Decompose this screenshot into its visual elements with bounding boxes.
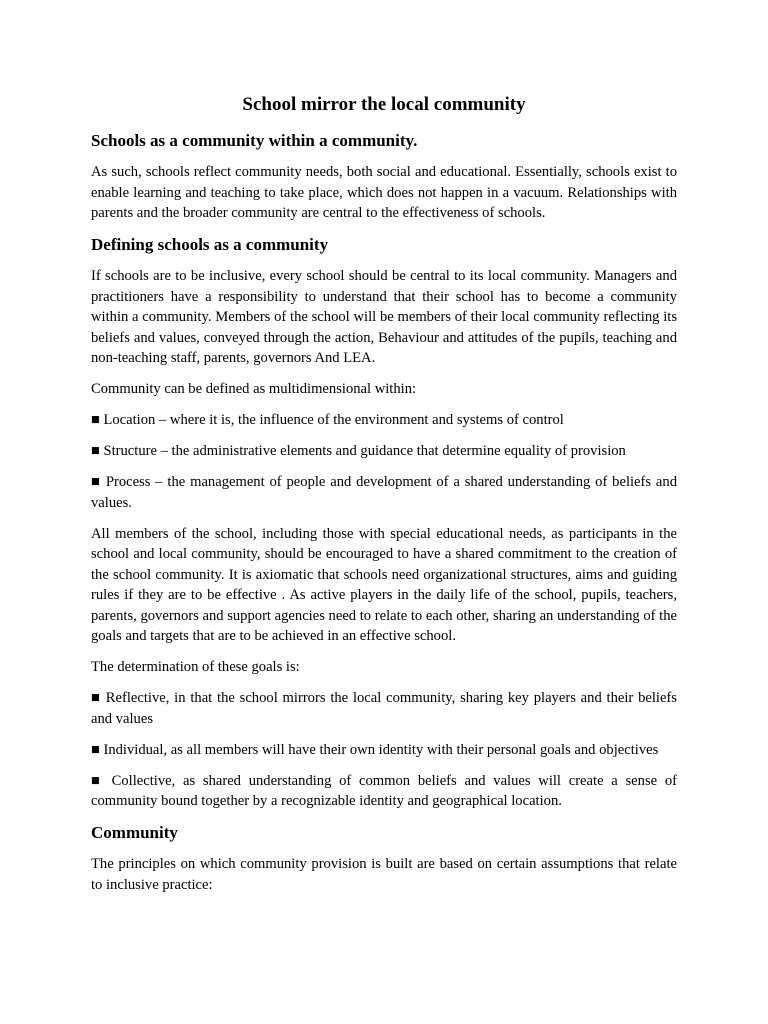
paragraph-goals-intro: The determination of these goals is:	[91, 659, 300, 675]
paragraph-intro: As such, schools reflect community needs, both social and educational. Essentially, schools exist to enable learning and teaching to take place, which does not happen in a vacuum. Relationships with parents and the broader community are central to the effectiveness of schools.	[91, 164, 677, 221]
bullet-item-individual: ■ Individual, as all members will have their own identity with their personal goals and objectives	[91, 741, 659, 758]
bullet-item-collective: ■ Collective, as shared understanding of common beliefs and values will create a sense of community bound together by a recognizable identity and geographical location.	[91, 772, 677, 809]
section-heading-community: Community	[91, 823, 178, 842]
paragraph-principles: The principles on which community provision is built are based on certain assumptions that relate to inclusive practice:	[91, 856, 677, 893]
bullet-item-process: ■ Process – the management of people and development of a shared understanding of beliefs and values.	[91, 474, 677, 511]
section-heading-defining-schools: Defining schools as a community	[91, 235, 329, 254]
section-heading-community-within-community: Schools as a community within a community.	[91, 131, 418, 150]
paragraph-inclusive-schools: If schools are to be inclusive, every school should be central to its local community. Managers and practitioners have a responsibility to understand that their school has to become a community within a community. Members of the school will be members of their local community reflecting its beliefs and values, conveyed through the action, Behaviour and attitudes of the pupils, teaching and non-teaching staff, parents, governors And LEA.	[91, 268, 677, 366]
paragraph-community-definition: Community can be defined as multidimensional within:	[91, 381, 417, 397]
bullet-item-reflective: ■ Reflective, in that the school mirrors the local community, sharing key players and their beliefs and values	[91, 690, 677, 727]
paragraph-shared-commitment: All members of the school, including those with special educational needs, as participants in the school and local community, should be encouraged to have a shared commitment to the creation of the school community. It is axiomatic that schools need organizational structures, aims and guiding rules if they are to be effective . As active players in the daily life of the school, pupils, teachers, parents, governors and support agencies need to relate to each other, sharing an understanding of the goals and targets that are to be achieved in an effective school.	[91, 525, 677, 644]
bullet-item-structure: ■ Structure – the administrative elements and guidance that determine equality of provision	[91, 443, 626, 459]
bullet-item-location: ■ Location – where it is, the influence of the environment and systems of control	[91, 412, 564, 428]
document-title: School mirror the local community	[242, 94, 526, 115]
